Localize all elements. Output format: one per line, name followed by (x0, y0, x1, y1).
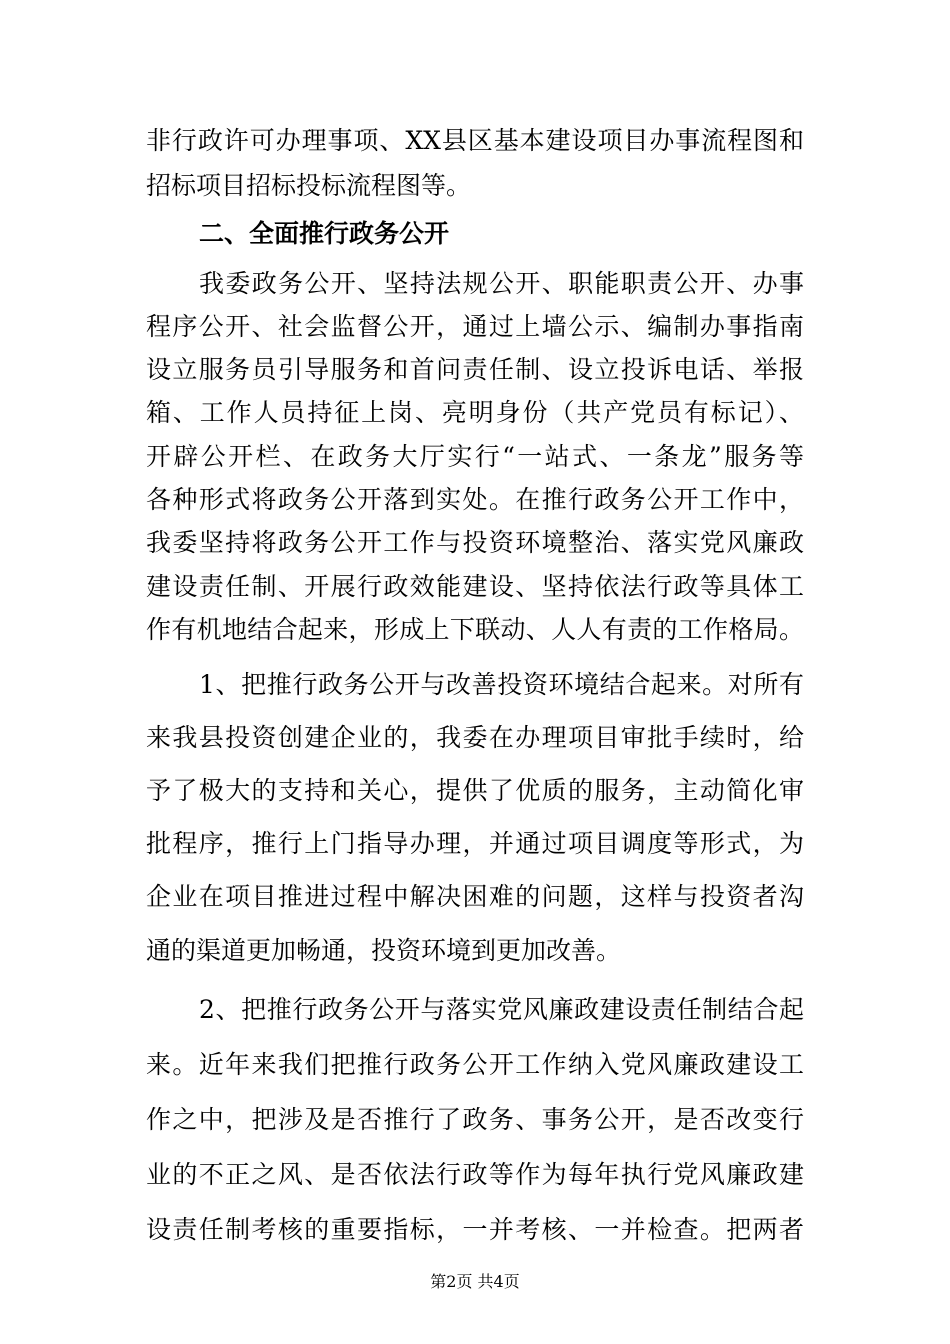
item1-line-6: 通的渠道更加畅通，投资环境到更加改善。 (146, 936, 622, 965)
item2-line-1: 2、把推行政务公开与落实党风廉政建设责任制结合起 (199, 995, 804, 1024)
main-line-5: 开辟公开栏、在政务大厅实行“一站式、一条龙”服务等 (146, 442, 804, 471)
item2-line-4: 业的不正之风、是否依法行政等作为每年执行党风廉政建 (146, 1160, 804, 1189)
item2-line-3: 作之中，把涉及是否推行了政务、事务公开，是否改变行 (146, 1105, 804, 1134)
main-line-3: 设立服务员引导服务和首问责任制、设立投诉电话、举报 (146, 355, 804, 384)
main-line-1: 我委政务公开、坚持法规公开、职能职责公开、办事 (199, 269, 804, 298)
item2-line-5: 设责任制考核的重要指标，一并考核、一并检查。把两者 (146, 1215, 804, 1244)
main-line-2: 程序公开、社会监督公开，通过上墙公示、编制办事指南 (146, 312, 804, 341)
main-line-9: 作有机地结合起来，形成上下联动、人人有责的工作格局。 (146, 615, 804, 644)
page-number-footer: 第2页 共4页 (430, 1272, 520, 1291)
item1-line-4: 批程序，推行上门指导办理，并通过项目调度等形式，为 (146, 829, 804, 858)
main-line-4: 箱、工作人员持征上岗、亮明身份（共产党员有标记）、 (146, 398, 804, 427)
section-heading: 二、全面推行政务公开 (199, 219, 450, 248)
main-line-7: 我委坚持将政务公开工作与投资环境整治、落实党风廉政 (146, 528, 804, 557)
item1-line-3: 予了极大的支持和关心，提供了优质的服务，主动简化审 (146, 776, 804, 805)
item1-line-2: 来我县投资创建企业的，我委在办理项目审批手续时，给 (146, 723, 804, 752)
item1-line-1: 1、把推行政务公开与改善投资环境结合起来。对所有 (199, 670, 804, 699)
item1-line-5: 企业在项目推进过程中解决困难的问题，这样与投资者沟 (146, 882, 804, 911)
main-line-6: 各种形式将政务公开落到实处。在推行政务公开工作中， (146, 485, 804, 514)
intro-line-1: 非行政许可办理事项、XX县区基本建设项目办事流程图和 (146, 126, 804, 155)
item2-line-2: 来。近年来我们把推行政务公开工作纳入党风廉政建设工 (146, 1050, 804, 1079)
main-line-8: 建设责任制、开展行政效能建设、坚持依法行政等具体工 (146, 572, 804, 601)
intro-line-2: 招标项目招标投标流程图等。 (146, 171, 472, 200)
